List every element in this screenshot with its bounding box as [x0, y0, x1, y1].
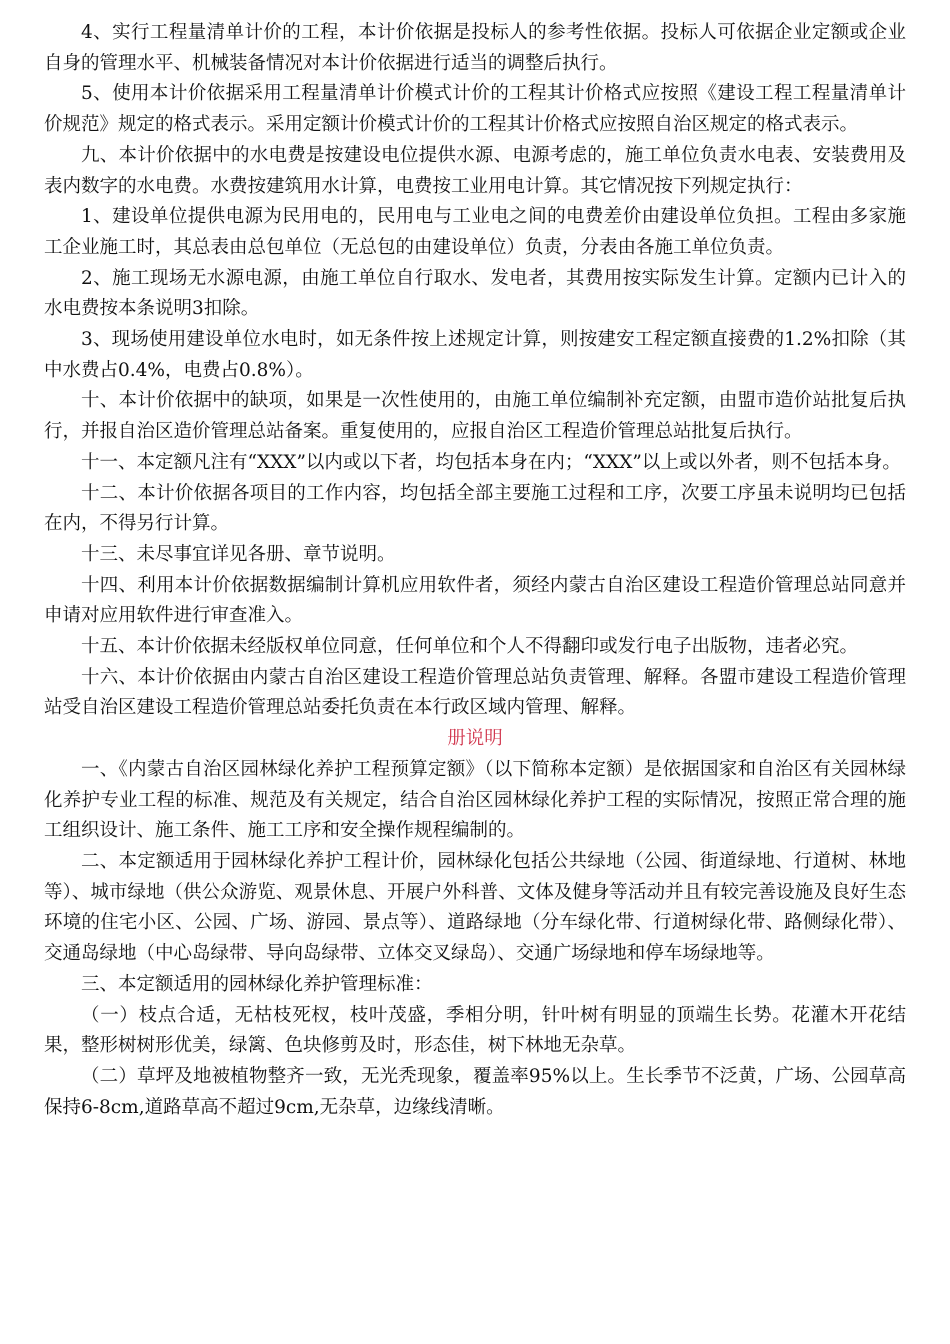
paragraph-article-11: 十一、本定额凡注有“XXX”以内或以下者，均包括本身在内；“XXX”以上或以外者，则不包括本身。 — [81, 451, 901, 473]
paragraph-item-4: 4、实行工程量清单计价的工程，本计价依据是投标人的参考性依据。投标人可依据企业定额或企业自身的管理水平、机械装备情况对本计价依据进行适当的调整后执行。 — [44, 22, 906, 74]
paragraph-article-13: 十三、未尽事宜详见各册、章节说明。 — [81, 543, 396, 565]
paragraph-volume-3-sub-1: （一）枝点合适，无枯枝死杈，枝叶茂盛，季相分明，针叶树有明显的顶端生长势。花灌木开花结果，整形树树形优美，绿篱、色块修剪及时，形态佳，树下林地无杂草。 — [44, 1004, 906, 1057]
paragraph-article-12: 十二、本计价依据各项目的工作内容，均包括全部主要施工过程和工序，次要工序虽未说明均已包括在内，不得另行计算。 — [44, 482, 906, 535]
paragraph-article-16: 十六、本计价依据由内蒙古自治区建设工程造价管理总站负责管理、解释。各盟市建设工程造价管理站受自治区建设工程造价管理总站委托负责在本行政区域内管理、解释。 — [44, 666, 906, 719]
paragraph-volume-3-sub-2: （二）草坪及地被植物整齐一致，无光秃现象，覆盖率95%以上。生长季节不泛黄，广场、公园草高保持6-8cm,道路草高不超过9cm,无杂草，边缘线清晰。 — [44, 1065, 906, 1118]
paragraph-article-9-item-2: 2、施工现场无水源电源，由施工单位自行取水、发电者，其费用按实际发生计算。定额内已计入的水电费按本条说明3扣除。 — [44, 267, 906, 320]
paragraph-article-15: 十五、本计价依据未经版权单位同意，任何单位和个人不得翻印或发行电子出版物，违者必究。 — [81, 636, 859, 658]
paragraph-article-14: 十四、利用本计价依据数据编制计算机应用软件者，须经内蒙古自治区建设工程造价管理总站同意并申请对应用软件进行审查准入。 — [44, 574, 906, 627]
paragraph-article-10: 十、本计价依据中的缺项，如果是一次性使用的，由施工单位编制补充定额，由盟市造价站批复后执行，并报自治区造价管理总站备案。重复使用的，应报自治区工程造价管理总站批复后执行。 — [44, 390, 906, 443]
paragraph-article-9: 九、本计价依据中的水电费是按建设电位提供水源、电源考虑的，施工单位负责水电表、安装费用及表内数字的水电费。水费按建筑用水计算，电费按工业用电计算。其它情况按下列规定执行： — [44, 144, 906, 197]
paragraph-volume-3: 三、本定额适用的园林绿化养护管理标准： — [81, 973, 433, 995]
paragraph-volume-2: 二、本定额适用于园林绿化养护工程计价，园林绿化包括公共绿地（公园、街道绿地、行道树、林地等）、城市绿地（供公众游览、观景休息、开展户外科普、文体及健身等活动并且有较完善设施及良好生态环境的住宅小区、公园、广场、游园、景点等）、道路绿地（分车绿化带、行道树绿化带、路侧绿化带）、交通岛绿地（中心岛绿带、导向岛绿带、立体交叉绿岛）、交通广场绿地和停车场绿地等。 — [44, 850, 906, 965]
paragraph-article-9-item-3: 3、现场使用建设单位水电时，如无条件按上述规定计算，则按建安工程定额直接费的1.2%扣除（其中水费占0.4%，电费占0.8%）。 — [44, 329, 906, 381]
paragraph-item-5: 5、使用本计价依据采用工程量清单计价模式计价的工程其计价格式应按照《建设工程工程量清单计价规范》规定的格式表示。采用定额计价模式计价的工程其计价格式应按照自治区规定的格式表示。 — [44, 83, 906, 136]
paragraph-volume-1: 一、《内蒙古自治区园林绿化养护工程预算定额》（以下简称本定额）是依据国家和自治区有关园林绿化养护专业工程的标准、规范及有关规定，结合自治区园林绿化养护工程的实际情况，按照正常合理的施工组织设计、施工条件、施工工序和安全操作规程编制的。 — [44, 758, 906, 842]
paragraph-article-9-item-1: 1、建设单位提供电源为民用电的，民用电与工业电之间的电费差价由建设单位负担。工程由多家施工企业施工时，其总表由总包单位（无总包的由建设单位）负责，分表由各施工单位负责。 — [44, 206, 906, 258]
section-title: 册说明 — [447, 728, 503, 750]
